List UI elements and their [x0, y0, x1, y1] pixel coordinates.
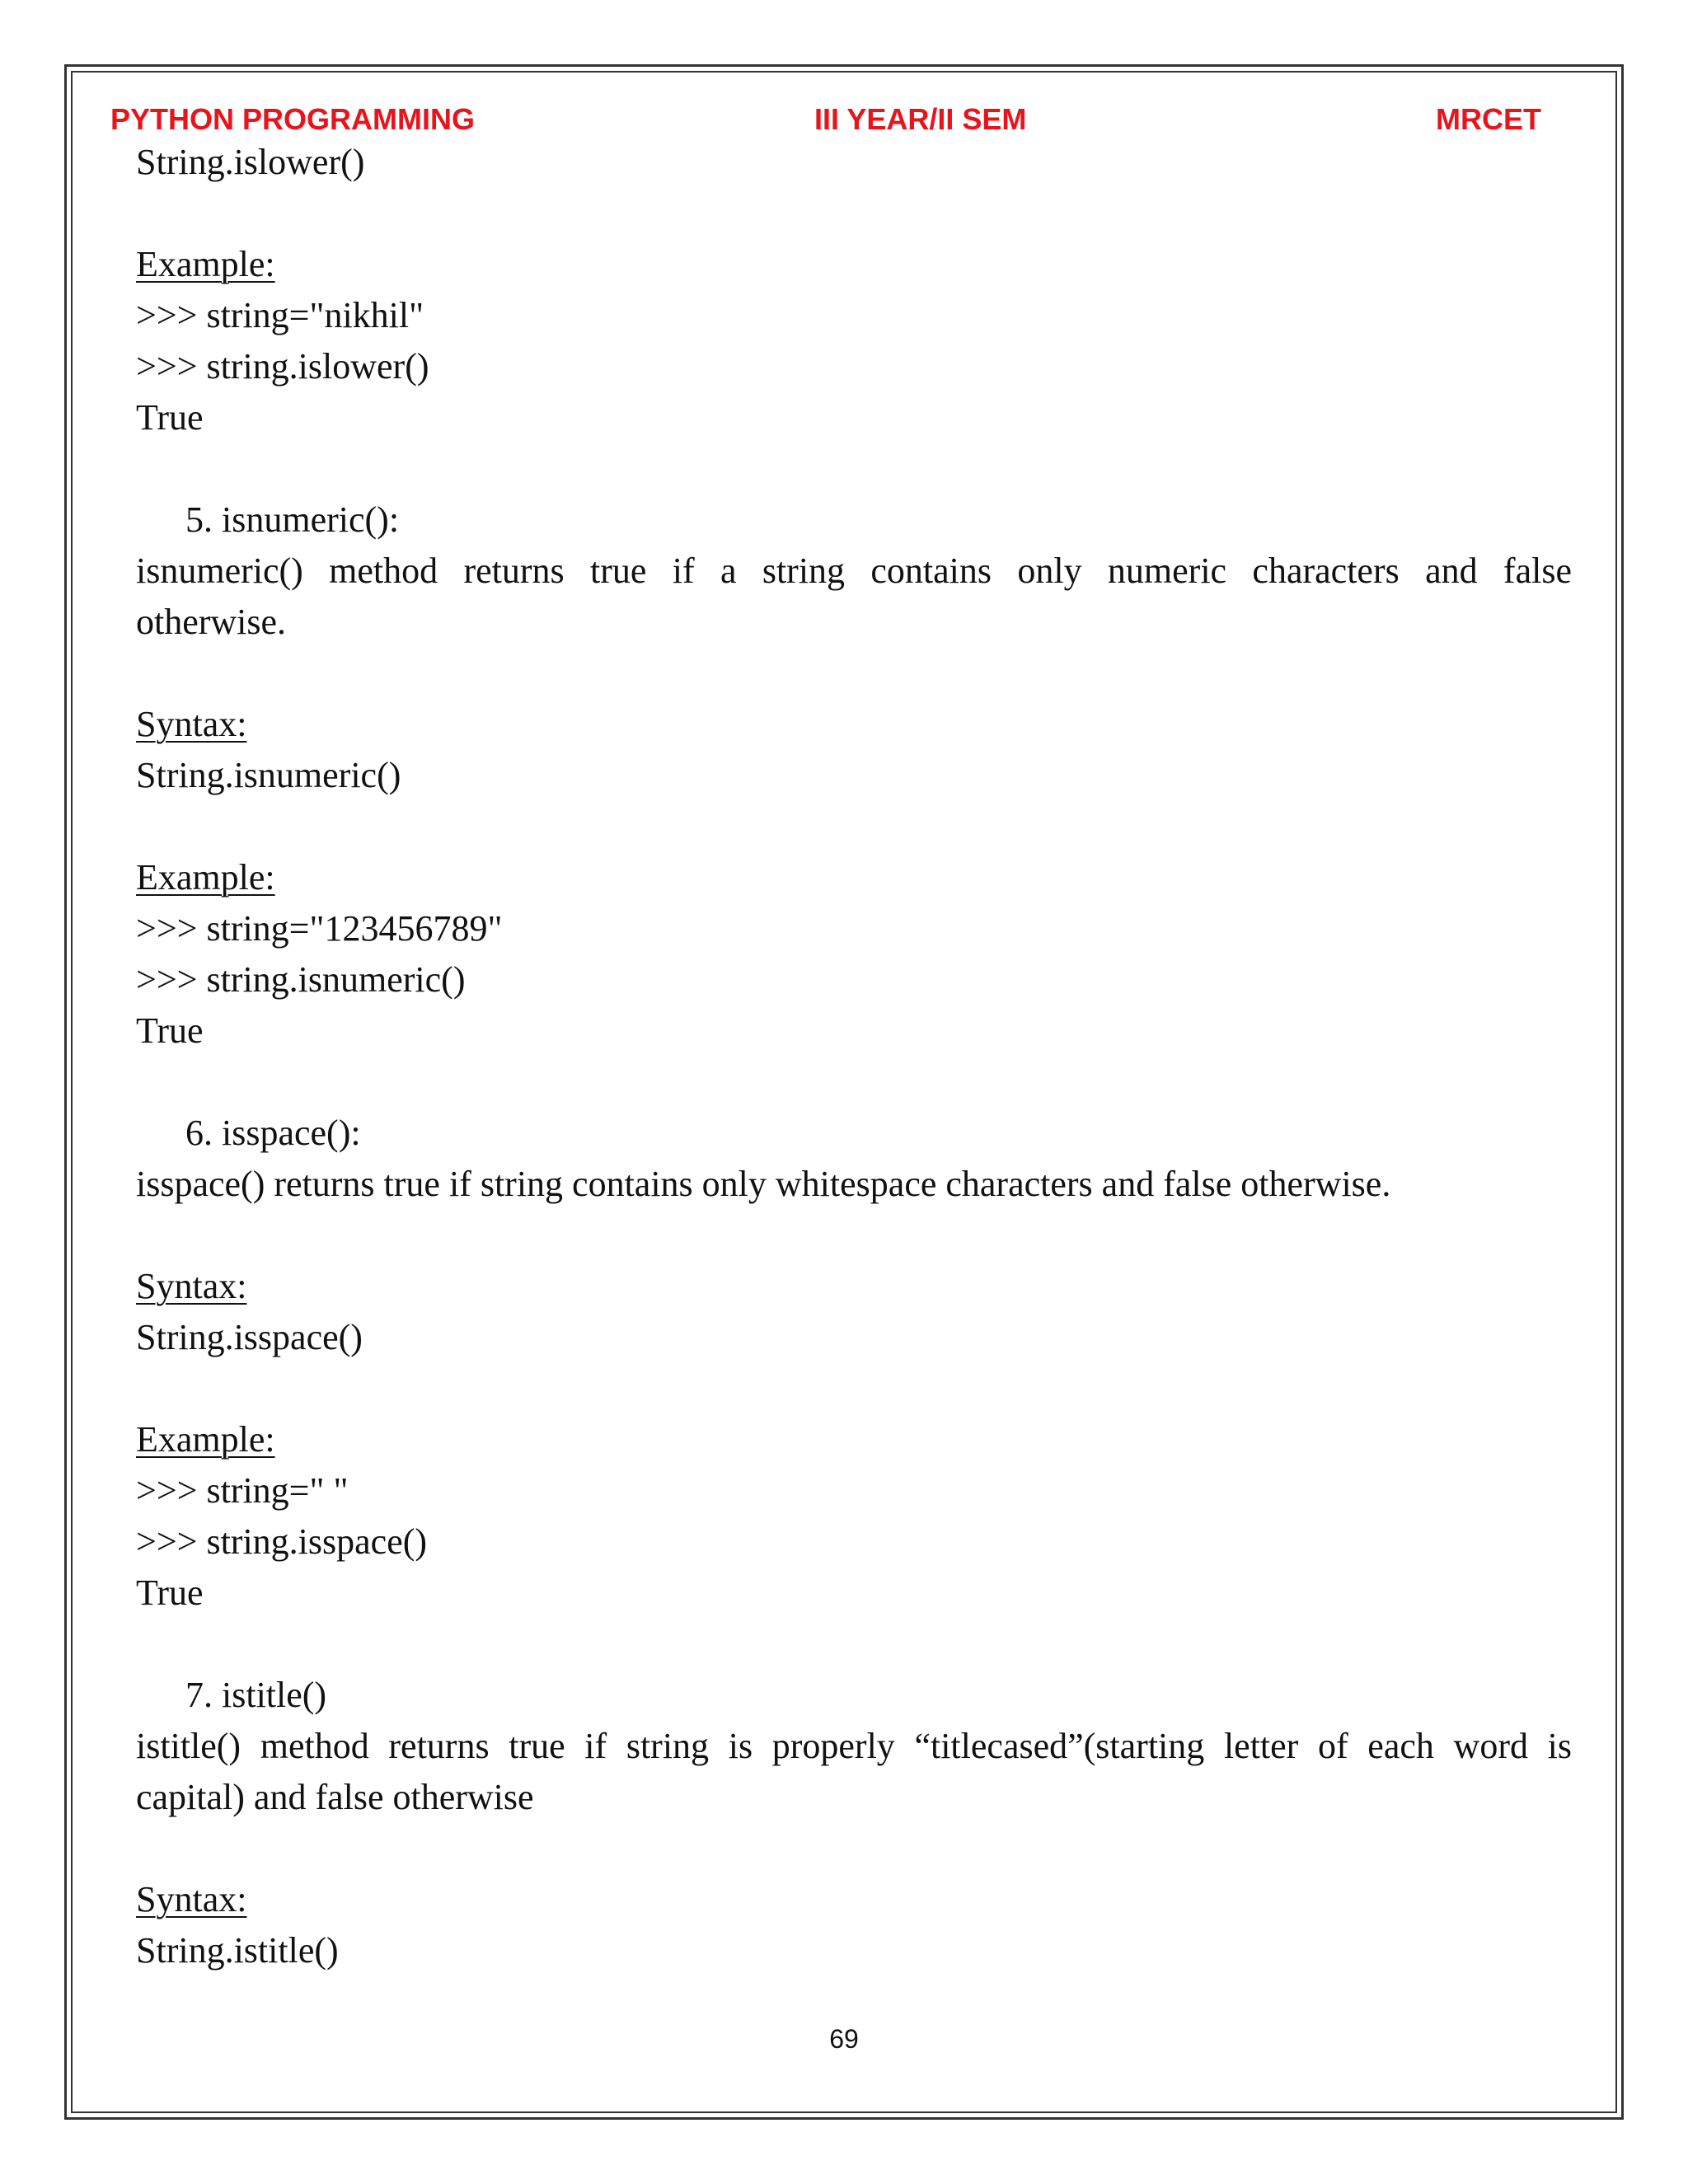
header-course-title: PYTHON PROGRAMMING: [110, 102, 476, 136]
section-7-syntax: String.istitle(): [136, 1930, 339, 1971]
islower-example-output: True: [136, 397, 204, 438]
page-number: 69: [829, 2024, 859, 2054]
section-5-description-line-1: isnumeric() method returns true if a string contains only numeric characters and false: [136, 551, 1572, 591]
section-7-heading: 7. istitle(): [185, 1675, 327, 1715]
section-5-example-line-2: >>> string.isnumeric(): [136, 959, 466, 1000]
islower-syntax: String.islower(): [136, 142, 365, 182]
section-6-syntax-label: Syntax:: [136, 1266, 247, 1306]
section-6-syntax: String.isspace(): [136, 1317, 363, 1357]
islower-example-line-2: >>> string.islower(): [136, 346, 429, 387]
header-year-semester: III YEAR/II SEM: [814, 102, 1027, 136]
section-6-example-line-1: >>> string=" ": [136, 1470, 349, 1511]
section-5-syntax: String.isnumeric(): [136, 755, 401, 795]
section-7-description-line-1: istitle() method returns true if string is properly “titlecased”(starting letter of each word is: [136, 1726, 1572, 1766]
section-5-example-line-1: >>> string="123456789": [136, 908, 503, 949]
section-5-syntax-label: Syntax:: [136, 704, 247, 744]
islower-example-label: Example:: [136, 244, 275, 284]
section-6-example-label: Example:: [136, 1419, 275, 1460]
document-body: [136, 137, 1572, 1976]
section-6-example-line-2: >>> string.isspace(): [136, 1521, 428, 1562]
islower-example-line-1: >>> string="nikhil": [136, 295, 424, 335]
section-6-description: isspace() returns true if string contains only whitespace characters and false otherwise.: [136, 1164, 1391, 1204]
section-5-heading: 5. isnumeric():: [185, 499, 400, 540]
section-5-example-output: True: [136, 1010, 204, 1051]
section-5-example-label: Example:: [136, 857, 275, 898]
section-6-heading: 6. isspace():: [185, 1113, 361, 1153]
header-institution: MRCET: [1436, 102, 1541, 136]
section-7-description-line-2: capital) and false otherwise: [136, 1777, 534, 1817]
section-6-example-output: True: [136, 1572, 204, 1613]
section-5-description-line-2: otherwise.: [136, 602, 287, 642]
section-7-syntax-label: Syntax:: [136, 1879, 247, 1919]
